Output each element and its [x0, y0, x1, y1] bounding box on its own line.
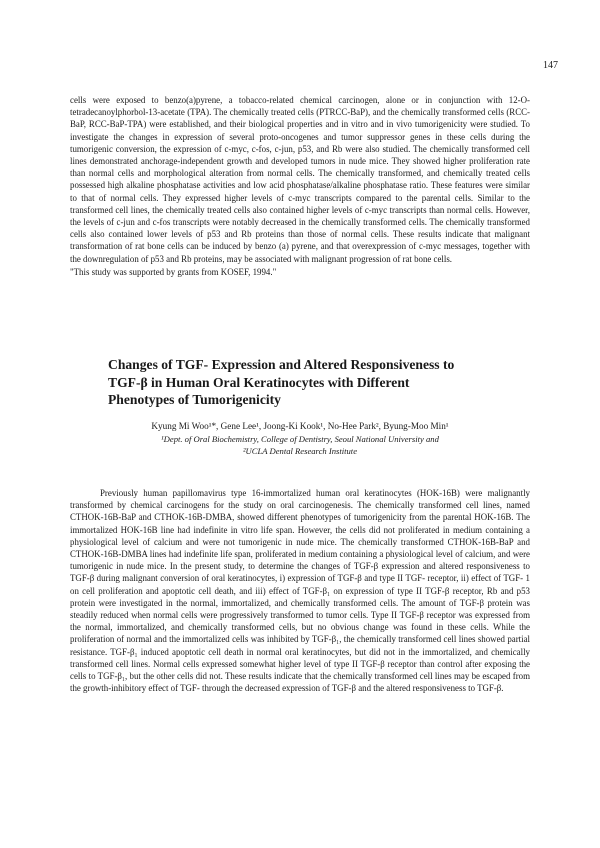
funding-note: "This study was supported by grants from KOSEF, 1994." [70, 266, 277, 277]
article-abstract: Previously human papillomavirus type 16-immortalized human oral keratinocytes (HOK-16B) were malignantly transformed by chemical carcinogens for the study on oral carcinogenesis. The chemically transformed cell lines, named CTHOK-16B-BaP and CTHOK-16B-DMBA, showed different phenotypes of tumorigenicity from the parental HOK-16B. The immortalized HOK-16B line had indefinite in vitro life span. However, the cells did not proliferated in medium containing a physiological level of calcium and were not tumorigenic in nude mice. The chemically transformed CTHOK-16B-BaP and CTHOK-16B-DMBA lines had indefinite life span, proliferated in medium containing a physiological level of calcium, and were tumorigenic in nude mice. In the present study, to determine the changes of TGF-β expression and altered responsiveness to TGF-β during malignant conversion of oral keratinocytes, i) expression of TGF-β and type II TGF- receptor, ii) effect of TGF- 1 on cell proliferation and apoptotic cell death, and iii) effect of TGF-β₁ on expression of type II TGF-β receptor, Rb and p53 protein were investigated in the normal, immortalized, and chemically transformed cells. The amount of TGF-β protein was steadily reduced when normal cells were progressively transformed to tumor cells. Type II TGF-β receptor was expressed from the normal, immortalized, and chemically transformed cells, but no obvious change was found in these cells. While the proliferation of normal and the immortalized cells was inhibited by TGF-β₁, the chemically transformed cell lines showed partial resistance. TGF-β₁ induced apoptotic cell death in normal oral keratinocytes, but did not in the immortalized, and chemically transformed cell lines. Normal cells expressed somewhat higher level of type II TGF-β receptor than control after exposing the cells to TGF-β₁, but the other cells did not. These results indicate that the chemically transformed cell lines may be escaped from the growth-inhibitory effect of TGF- through the decreased expression of TGF-β and the altered responsiveness to TGF-β. [70, 488, 530, 694]
page-number: 147 [543, 60, 558, 71]
author-list: Kyung Mi Woo¹*, Gene Lee¹, Joong-Ki Kook¹, No-Hee Park², Byung-Moo Min¹ [151, 421, 449, 431]
article-title-line-1: Changes of TGF- Expression and Altered Responsiveness to [108, 357, 455, 372]
affiliation-1: ¹Dept. of Oral Biochemistry, College of Dentistry, Seoul National University and [161, 434, 439, 444]
previous-abstract-body: cells were exposed to benzo(a)pyrene, a tobacco-related chemical carcinogen, alone or in conjunction with 12-O-tetradecanoylphorbol-13-acetate (TPA). The chemically treated cells (PTRCC-BaP), and the chemically transformed cells (RCC-BaP, RCC-BaP-TPA) were established, and their biological properties and in vitro and in vivo tumorigenicity were studied. To investigate the changes in expression of several proto-oncogenes and tumor suppressor genes in these cells during the tumorigenic conversion, the expression of c-myc, c-fos, c-jun, p53, and Rb were also studied. The chemically transformed cell lines demonstrated anchorage-independent growth and developed tumors in nude mice. They showed higher proliferation rate than normal cells and morphological alteration from normal cells. The chemically transformed, and chemically treated cells possessed high alkaline phosphatase activities and low acid phosphatase/alkaline phosphatase ratio. These features were similar to that of normal cells. They expressed higher levels of c-myc transcripts compared to the parental cells. Similar to the transformed cell lines, the chemically treated cells also contained higher levels of c-myc transcripts than normal cells. However, the levels of c-jun and c-fos transcripts were notably decreased in the chemically transformed cells. The chemically transformed cells also contained lower levels of p53 and Rb proteins than those of normal cells. These results indicate that malignant transformation of rat bone cells can be induced by benzo (a) pyrene, and that overexpression of c-myc messages, together with the downregulation of p53 and Rb proteins, may be associated with malignant progression of rat bone cells. [70, 95, 530, 264]
previous-abstract [70, 94, 530, 278]
affiliation-2: ²UCLA Dental Research Institute [242, 446, 358, 456]
article-title [108, 356, 548, 409]
article-title-line-2: TGF-β in Human Oral Keratinocytes with Different [108, 374, 410, 390]
article-title-line-3: Phenotypes of Tumorigenicity [108, 392, 281, 407]
